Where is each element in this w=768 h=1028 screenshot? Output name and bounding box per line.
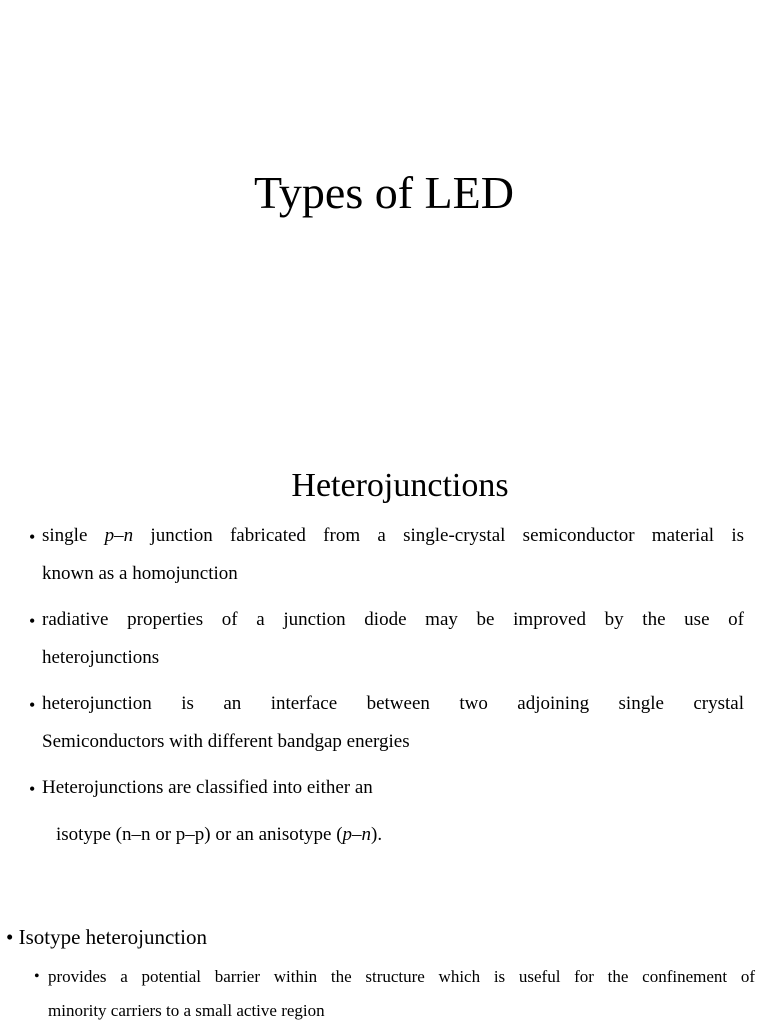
classification-detail xyxy=(56,816,656,854)
bullet-heterojunction-definition xyxy=(42,685,744,761)
bullet-line: minority carriers to a small active region xyxy=(48,1001,325,1020)
bullet-line: single p–n junction fabricated from a single-crystal semiconductor material is xyxy=(42,525,744,546)
bullet-classification xyxy=(42,769,744,807)
bullet-line: provides a potential barrier within the structure which is useful for the confinement of xyxy=(48,967,755,986)
isotype-subbullet xyxy=(48,960,755,1028)
isotype-heading: • Isotype heterojunction xyxy=(6,925,207,949)
bullet-dot: • xyxy=(34,968,40,985)
bullet-line: known as a homojunction xyxy=(42,563,238,584)
bullet-dot: • xyxy=(29,527,36,547)
bullet-homojunction xyxy=(42,517,744,593)
bullet-line: Semiconductors with different bandgap energies xyxy=(42,731,410,752)
bullet-line: heterojunction is an interface between two adjoining single crystal xyxy=(42,693,744,714)
isotype-heading-row xyxy=(6,918,406,956)
bullet-line: heterojunctions xyxy=(42,647,160,668)
bullet-dot: • xyxy=(29,695,36,715)
bullet-radiative-properties xyxy=(42,601,744,677)
bullet-dot: • xyxy=(29,611,36,631)
slide-title: Types of LED xyxy=(254,167,514,218)
bullet-line: radiative properties of a junction diode may be improved by the use of xyxy=(42,609,744,630)
section-title: Heterojunctions xyxy=(291,467,509,504)
bullet-line: isotype (n–n or p–p) or an anisotype (p–n). xyxy=(56,824,383,845)
bullet-line: Heterojunctions are classified into either an xyxy=(42,777,373,798)
bullet-dot: • xyxy=(29,779,36,799)
